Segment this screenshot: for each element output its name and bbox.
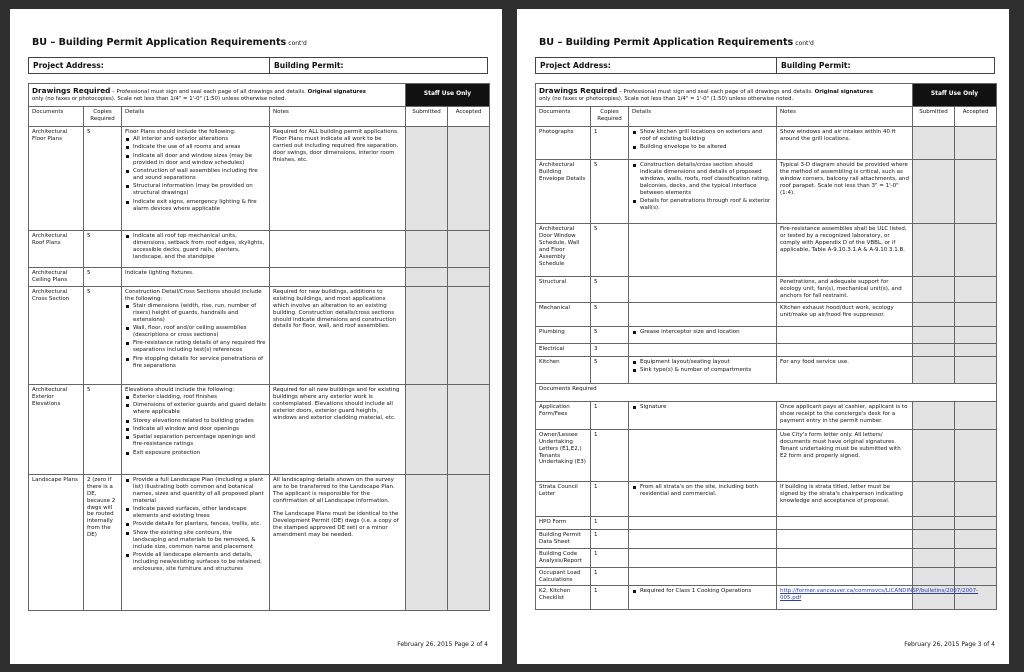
details-bullet-list xyxy=(632,404,773,411)
notes-cell xyxy=(777,356,913,383)
document-name-cell: Architectural Exterior Elevations xyxy=(29,384,84,474)
accepted-cell[interactable] xyxy=(448,231,490,268)
notes-cell xyxy=(777,429,913,481)
table-row xyxy=(536,224,997,277)
details-bullet: Show kitchen grill locations on exteriors and roof of existing building xyxy=(632,129,773,143)
notes-text: Fire-resistance assemblies shall be ULC listed, or tested by a recognized laboratory, or comply with Appendix D of the VBBL, or if applicable, Table A-9.10.3.1.A & A-9.10.3.1.B. xyxy=(780,226,907,253)
section-note-line2: only (no faxes or photocopies). Scale not less than 1/4" = 1'-0" (1:50) unless otherwise noted. xyxy=(32,95,287,102)
details-bullet: Structural information (may be provided on structural drawings) xyxy=(125,183,266,197)
section-note: – Professional must sign and seal each page of all drawings and details. xyxy=(112,89,306,95)
column-header-details: Details xyxy=(122,107,270,127)
notes-cell xyxy=(777,529,913,548)
table-row xyxy=(536,567,997,586)
document-page-left xyxy=(10,9,502,664)
copies-cell: 5 xyxy=(591,326,629,343)
notes-cell xyxy=(777,548,913,567)
notes-text: Penetrations, and adequate support for ecology unit, fan(s), mechanical unit(s), and anchors for fall restraint. xyxy=(780,279,902,299)
details-cell xyxy=(629,277,777,303)
submitted-cell[interactable] xyxy=(913,277,955,303)
details-cell xyxy=(629,401,777,429)
table-row xyxy=(536,481,997,516)
page-footer: February 26, 2015 Page 3 of 4 xyxy=(904,641,995,648)
column-header-row xyxy=(536,107,997,127)
details-bullet-list xyxy=(125,477,266,573)
section-title-cell xyxy=(29,84,406,107)
details-intro: Elevations should include the following: xyxy=(125,386,235,393)
column-header-row xyxy=(29,107,490,127)
submitted-cell[interactable] xyxy=(913,567,955,586)
details-bullet: Grease interceptor size and location xyxy=(632,329,773,336)
notes-text: Once applicant pays at cashier, applicant is to show receipt to the concierge's desk for a payment entry in the permit number. xyxy=(780,403,908,424)
details-cell xyxy=(629,302,777,326)
details-bullet: From all strata's on the site, including both residential and commercial. xyxy=(632,484,773,498)
details-bullet: Building envelope to be altered xyxy=(632,144,773,151)
details-bullet: Provide details for planters, fences, trellis, etc. xyxy=(125,521,266,528)
document-name-cell: Plumbing xyxy=(536,326,591,343)
details-bullet: Provide a full Landscape Plan (including a plant list) illustrating both common and botanical names, sizes and quantity of all proposed plant material xyxy=(125,477,266,505)
table-row xyxy=(536,302,997,326)
section-note-bold: Original signatures xyxy=(814,89,873,95)
notes-cell xyxy=(777,302,913,326)
details-bullet-list xyxy=(632,484,773,498)
table-row xyxy=(29,384,490,474)
details-bullet: Exit exposure protection xyxy=(125,450,266,457)
details-cell xyxy=(629,326,777,343)
accepted-cell[interactable] xyxy=(955,160,997,224)
project-address-label: Project Address: xyxy=(29,58,270,73)
document-name-cell: Kitchen xyxy=(536,356,591,383)
notes-text: Typical 3-D diagram should be provided where the method of assembling is critical, such as window corners, balcony rail attachments, and roof parapet. Scale not less than 3" = 1'-0" (1:4). xyxy=(780,162,910,196)
table-row xyxy=(29,127,490,231)
copies-cell: 1 xyxy=(591,516,629,529)
submitted-cell[interactable] xyxy=(406,474,448,610)
notes-cell xyxy=(777,160,913,224)
details-bullet: Fire-resistance rating details of any required fire separations including test(s) references xyxy=(125,340,266,354)
copies-cell: 1 xyxy=(591,548,629,567)
details-bullet: Exterior cladding, roof finishes xyxy=(125,394,266,401)
table-row xyxy=(536,127,997,160)
table-row xyxy=(536,277,997,303)
submitted-cell[interactable] xyxy=(406,286,448,384)
document-name-cell: K2, Kitchen Checklist xyxy=(536,586,591,610)
details-bullet-list xyxy=(632,129,773,151)
submitted-cell[interactable] xyxy=(913,343,955,356)
document-name-cell: HPO Form xyxy=(536,516,591,529)
section-header-row xyxy=(29,84,490,107)
details-bullet: Construction details/cross section should indicate dimensions and details of proposed windows, walls, roofs, roof classification rating, balconies, decks, and the typical interface between elements xyxy=(632,162,773,197)
column-header-accepted: Accepted xyxy=(448,107,490,127)
details-cell xyxy=(629,516,777,529)
notes-cell xyxy=(270,231,406,268)
copies-cell: 5 xyxy=(591,277,629,303)
accepted-cell[interactable] xyxy=(955,302,997,326)
details-bullet: Signature xyxy=(632,404,773,411)
accepted-cell[interactable] xyxy=(955,429,997,481)
table-row xyxy=(536,160,997,224)
details-cell xyxy=(122,127,270,231)
details-bullet: Indicate all door and window sizes (may be provided in door and window schedules) xyxy=(125,153,266,167)
accepted-cell[interactable] xyxy=(448,384,490,474)
copies-cell: 5 xyxy=(84,231,122,268)
details-cell xyxy=(629,481,777,516)
details-cell xyxy=(629,548,777,567)
document-name-cell: Electrical xyxy=(536,343,591,356)
accepted-cell[interactable] xyxy=(955,326,997,343)
notes-text: Show windows and air intakes within 40 ft around the grill locations. xyxy=(780,129,896,142)
documents-section-title: Documents Required xyxy=(536,383,997,401)
details-cell xyxy=(122,231,270,268)
checklist-link[interactable]: http://former.vancouver.ca/commsvcs/LICANDINSP/bulletins/2007/2007-005.pdf xyxy=(780,588,979,602)
drawings-table xyxy=(535,83,997,610)
address-bar xyxy=(535,57,995,74)
document-name-cell: Landscape Plans xyxy=(29,474,84,610)
page-title: BU – Building Permit Application Requirements cont'd xyxy=(539,37,814,48)
accepted-cell[interactable] xyxy=(955,516,997,529)
accepted-cell[interactable] xyxy=(955,548,997,567)
notes-text: For any food service use. xyxy=(780,358,850,365)
details-bullet: Equipment layout/seating layout xyxy=(632,359,773,366)
details-bullet-list xyxy=(632,162,773,212)
notes-text: Kitchen exhaust hood/duct work, ecology unit/make up air/hood fire suppressor. xyxy=(780,304,894,318)
notes-cell xyxy=(270,268,406,287)
submitted-cell[interactable] xyxy=(913,481,955,516)
document-name-cell: Mechanical xyxy=(536,302,591,326)
details-bullet: Indicate the use of all rooms and areas xyxy=(125,144,266,151)
document-name-cell: Architectural Cross Section xyxy=(29,286,84,384)
details-intro: Construction Detail/Cross Sections should include the following: xyxy=(125,288,262,302)
table-row xyxy=(536,401,997,429)
section-title-cell xyxy=(536,84,913,107)
document-name-cell: Building Code Analysis/Report xyxy=(536,548,591,567)
section-note-line2: only (no faxes or photocopies). Scale not less than 1/4" = 1'-0" (1:50) unless otherwise noted. xyxy=(539,95,794,102)
copies-cell: 1 xyxy=(591,567,629,586)
details-bullet: Construction of wall assemblies including fire and sound separations xyxy=(125,168,266,182)
details-bullet: Provide all landscape elements and details, including new/existing surfaces to be retained, enclosures, site furniture and structures xyxy=(125,552,266,573)
details-cell xyxy=(629,127,777,160)
details-cell xyxy=(629,586,777,610)
drawings-table xyxy=(28,83,490,611)
notes-text: Use City's form letter only. All letters/ documents must have original signatures. Tenant undertaking must be submitted with E2 form and properly signed. xyxy=(780,431,901,459)
details-bullet-list xyxy=(125,136,266,213)
copies-cell: 5 xyxy=(591,224,629,277)
table-row xyxy=(29,231,490,268)
column-header-documents: Documents xyxy=(536,107,591,127)
copies-cell: 1 xyxy=(591,127,629,160)
document-name-cell: Building Permit Data Sheet xyxy=(536,529,591,548)
accepted-cell[interactable] xyxy=(955,529,997,548)
table-row xyxy=(29,474,490,610)
submitted-cell[interactable] xyxy=(913,429,955,481)
accepted-cell[interactable] xyxy=(955,356,997,383)
details-bullet-list xyxy=(632,359,773,374)
notes-cell xyxy=(777,586,979,610)
notes-cell xyxy=(777,127,913,160)
accepted-cell[interactable] xyxy=(955,127,997,160)
submitted-cell[interactable] xyxy=(406,268,448,287)
details-bullet-list xyxy=(125,394,266,457)
document-name-cell: Architectural Door Window Schedule, Wall and Floor Assembly Schedule xyxy=(536,224,591,277)
details-cell xyxy=(122,268,270,287)
details-intro: Floor Plans should include the following: xyxy=(125,129,236,135)
notes-cell xyxy=(777,277,913,303)
details-bullet: Indicate all roof top mechanical units, dimensions, setback from roof edges, skylights, accessible decks, guard rails, planters, landscape, and the standpipe xyxy=(125,233,266,261)
details-intro: Indicate lighting fixtures. xyxy=(125,270,194,276)
submitted-cell[interactable] xyxy=(913,356,955,383)
notes-text: All landscaping details shown on the survey are to be transferred to the Landscape Plan. The applicant is responsible for the confirmation of all Landscape information. The Landscape Plans must be identical to the Development Permit (DE) dwgs (i.e. a copy of the stamped approved DE set) or a minor amendment may be needed. xyxy=(273,476,399,539)
details-cell xyxy=(629,343,777,356)
column-header-submitted: Submitted xyxy=(406,107,448,127)
table-row xyxy=(536,356,997,383)
submitted-cell[interactable] xyxy=(913,127,955,160)
copies-cell: 5 xyxy=(84,268,122,287)
details-bullet: Indicate exit signs, emergency lighting & fire alarm devices where applicable xyxy=(125,199,266,213)
notes-text: Required for new buildings, additions to existing buildings, and most applications which involve an alteration to an existing building. Construction details/cross sections should indicate dimensions and construction details for floor, wall, and roof assemblies. xyxy=(273,288,397,330)
copies-cell: 2 (zero if there is a DE, because 2 dwgs will be routed internally from the DE) xyxy=(84,474,122,610)
copies-cell: 1 xyxy=(591,429,629,481)
accepted-cell[interactable] xyxy=(955,567,997,586)
notes-cell xyxy=(270,127,406,231)
accepted-cell[interactable] xyxy=(955,481,997,516)
notes-cell xyxy=(777,224,913,277)
documents-section-row xyxy=(536,383,997,401)
details-bullet: Indicate all window and door openings xyxy=(125,426,266,433)
accepted-cell[interactable] xyxy=(448,286,490,384)
section-title: Drawings Required xyxy=(539,86,618,95)
table-row xyxy=(536,516,997,529)
column-header-documents: Documents xyxy=(29,107,84,127)
document-name-cell: Application Form/Fees xyxy=(536,401,591,429)
project-address-label: Project Address: xyxy=(536,58,777,73)
notes-cell xyxy=(777,481,913,516)
copies-cell: 3 xyxy=(591,343,629,356)
accepted-cell[interactable] xyxy=(448,474,490,610)
notes-cell xyxy=(270,474,406,610)
details-bullet: Show the existing site contours, the landscaping and materials to be removed, & include size, common name and placement xyxy=(125,530,266,551)
details-cell xyxy=(629,160,777,224)
submitted-cell[interactable] xyxy=(913,516,955,529)
document-page-right xyxy=(517,9,1009,664)
copies-cell: 5 xyxy=(84,286,122,384)
accepted-cell[interactable] xyxy=(955,224,997,277)
copies-cell: 5 xyxy=(84,127,122,231)
copies-cell: 5 xyxy=(591,302,629,326)
notes-cell xyxy=(270,384,406,474)
accepted-cell[interactable] xyxy=(955,277,997,303)
details-bullet: Required for Class 1 Cooking Operations xyxy=(632,588,773,595)
table-row xyxy=(536,429,997,481)
details-bullet-list xyxy=(125,233,266,261)
accepted-cell[interactable] xyxy=(955,401,997,429)
accepted-cell[interactable] xyxy=(448,268,490,287)
copies-cell: 5 xyxy=(591,356,629,383)
notes-cell xyxy=(777,567,913,586)
document-name-cell: Owner/Lessee Undertaking Letters (E1,E2,) Tenants Undertaking (E3) xyxy=(536,429,591,481)
submitted-cell[interactable] xyxy=(406,384,448,474)
document-name-cell: Architectural Ceiling Plans xyxy=(29,268,84,287)
address-bar xyxy=(28,57,488,74)
document-name-cell: Occupant Load Calculations xyxy=(536,567,591,586)
submitted-cell[interactable] xyxy=(406,127,448,231)
document-name-cell: Photographs xyxy=(536,127,591,160)
details-cell xyxy=(629,224,777,277)
building-permit-label: Building Permit: xyxy=(274,61,344,70)
column-header-copies: Copies Required xyxy=(591,107,629,127)
details-bullet: Indicate paved surfaces, other landscape elements and existing trees xyxy=(125,506,266,520)
submitted-cell[interactable] xyxy=(913,224,955,277)
details-bullet: Stair dimensions (width, rise, run, number of risers) height of guards, handrails and extensions) xyxy=(125,303,266,324)
table-row xyxy=(29,286,490,384)
notes-text: If building is strata titled, letter must be signed by the strata's chairperson indicating knowledge and acceptance of proposal. xyxy=(780,483,903,504)
building-permit-label: Building Permit: xyxy=(781,61,851,70)
submitted-cell[interactable] xyxy=(913,529,955,548)
column-header-copies: Copies Required xyxy=(84,107,122,127)
details-bullet: Dimensions of exterior guards and guard details where applicable xyxy=(125,402,266,416)
column-header-accepted: Accepted xyxy=(955,107,997,127)
table-row xyxy=(536,548,997,567)
staff-use-label: Staff Use Only xyxy=(913,84,997,107)
accepted-cell[interactable] xyxy=(955,343,997,356)
submitted-cell[interactable] xyxy=(913,326,955,343)
details-bullet: Storey elevations related to building grades xyxy=(125,418,266,425)
details-cell xyxy=(629,429,777,481)
submitted-cell[interactable] xyxy=(406,231,448,268)
details-bullet-list xyxy=(632,329,773,336)
details-bullet: Details for penetrations through roof & exterior wall(s). xyxy=(632,198,773,212)
column-header-notes: Notes xyxy=(777,107,913,127)
document-name-cell: Architectural Floor Plans xyxy=(29,127,84,231)
section-note: – Professional must sign and seal each page of all drawings and details. xyxy=(619,89,813,95)
accepted-cell[interactable] xyxy=(448,127,490,231)
details-bullet: All interior and exterior alterations xyxy=(125,136,266,143)
notes-text: Required for all new buildings and for existing buildings where any exterior work is contemplated. Elevations should include all exterior doors, exterior guard heights, windows and exterior cladding material, etc. xyxy=(273,386,400,421)
notes-text: Required for ALL building permit applications. Floor Plans must indicate all work to be carried out including required fire separation, door swings, door dimensions, interior room finishes, etc. xyxy=(273,129,399,163)
details-cell xyxy=(629,567,777,586)
document-name-cell: Architectural Roof Plans xyxy=(29,231,84,268)
section-title: Drawings Required xyxy=(32,86,111,95)
notes-cell xyxy=(777,516,913,529)
copies-cell: 5 xyxy=(591,160,629,224)
table-row xyxy=(29,268,490,287)
table-row xyxy=(536,529,997,548)
submitted-cell[interactable] xyxy=(913,548,955,567)
details-cell xyxy=(122,474,270,610)
submitted-cell[interactable] xyxy=(913,401,955,429)
details-cell xyxy=(629,529,777,548)
details-bullet: Sink type(s) & number of compartments xyxy=(632,367,773,374)
notes-cell xyxy=(777,343,913,356)
details-cell xyxy=(629,356,777,383)
column-header-notes: Notes xyxy=(270,107,406,127)
section-header-row xyxy=(536,84,997,107)
details-bullet: Fire stopping details for service penetrations of fire separations xyxy=(125,356,266,370)
details-cell xyxy=(122,384,270,474)
copies-cell: 1 xyxy=(591,401,629,429)
document-name-cell: Strata Council Letter xyxy=(536,481,591,516)
page-title: BU – Building Permit Application Requirements cont'd xyxy=(32,37,307,48)
table-row xyxy=(536,586,997,610)
submitted-cell[interactable] xyxy=(913,302,955,326)
table-row xyxy=(536,343,997,356)
details-bullet-list xyxy=(632,588,773,595)
document-name-cell: Architectural Building Envelope Details xyxy=(536,160,591,224)
copies-cell: 1 xyxy=(591,481,629,516)
details-bullet: Wall, floor, roof and/or ceiling assemblies (descriptions or cross sections) xyxy=(125,325,266,339)
copies-cell: 1 xyxy=(591,586,629,610)
table-row xyxy=(536,326,997,343)
notes-cell xyxy=(270,286,406,384)
details-bullet-list xyxy=(125,303,266,370)
copies-cell: 5 xyxy=(84,384,122,474)
page-footer: February 26, 2015 Page 2 of 4 xyxy=(397,641,488,648)
staff-use-label: Staff Use Only xyxy=(406,84,490,107)
notes-cell xyxy=(777,401,913,429)
details-bullet: Spatial separation percentage openings and fire-resistance ratings xyxy=(125,434,266,448)
section-note-bold: Original signatures xyxy=(307,89,366,95)
column-header-submitted: Submitted xyxy=(913,107,955,127)
column-header-details: Details xyxy=(629,107,777,127)
submitted-cell[interactable] xyxy=(913,160,955,224)
copies-cell: 1 xyxy=(591,529,629,548)
details-cell xyxy=(122,286,270,384)
notes-cell xyxy=(777,326,913,343)
document-name-cell: Structural xyxy=(536,277,591,303)
